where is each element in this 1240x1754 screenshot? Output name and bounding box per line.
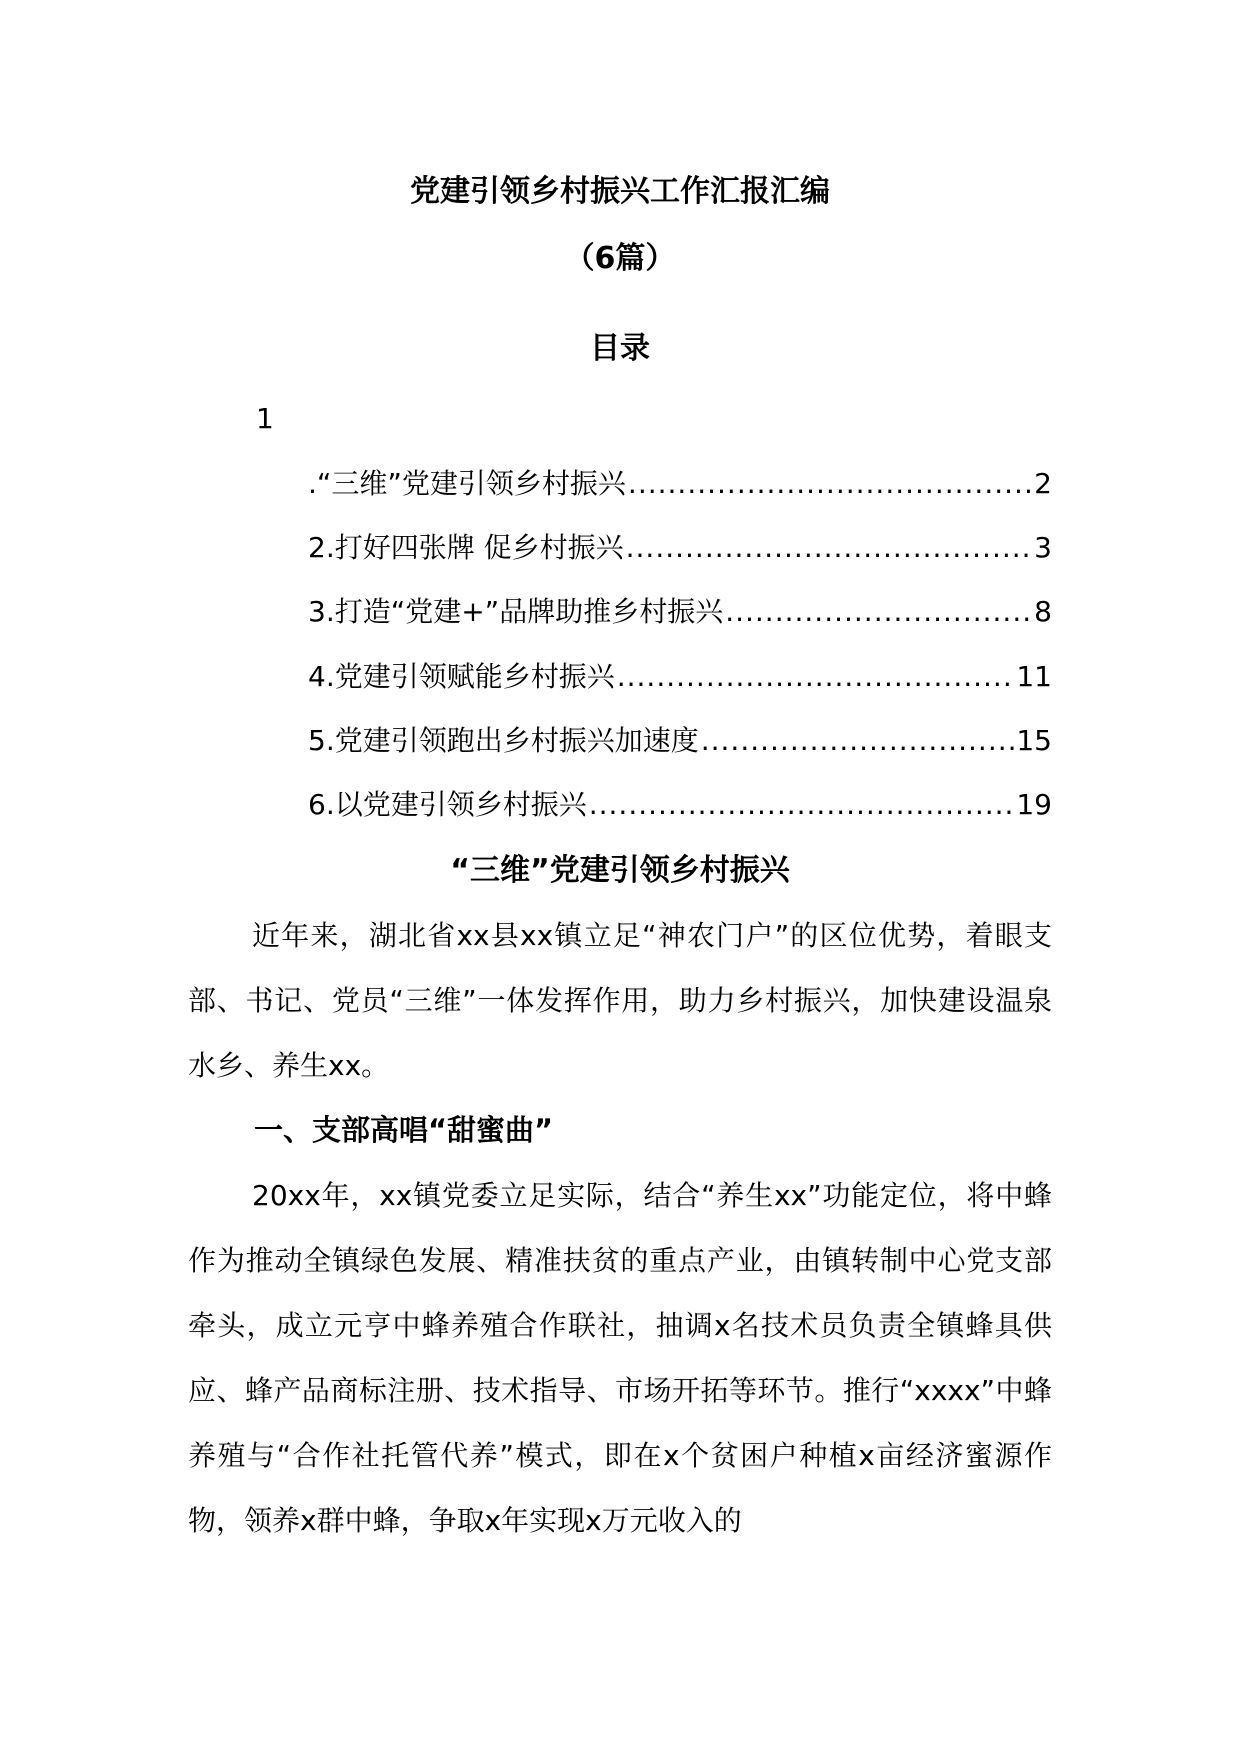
body-paragraph: 20xx年，xx镇党委立足实际，结合“养生xx”功能定位，将中蜂作为推动全镇绿色发展、精准扶贫的重点产业，由镇转制中心党支部牵头，成立元亨中蜂养殖合作联社，抽调x名技术员负责全镇蜂具供应、蜂产品商标注册、技术指导、市场开拓等环节。推行“xxxx”中蜂养殖与“合作社托管代养”模式，即在x个贫困户种植x亩经济蜜源作物，领养x群中蜂，争取x年实现x万元收入的 — [188, 1179, 1052, 1537]
toc-entry[interactable] — [308, 785, 1052, 825]
toc-entry[interactable] — [308, 464, 1052, 504]
toc-entry[interactable] — [308, 721, 1052, 761]
toc-leader-dots — [701, 721, 1015, 761]
toc-entry-page: 2 — [1034, 467, 1052, 500]
toc-entry[interactable] — [308, 657, 1052, 697]
toc-entry-label: 5.党建引领跑出乡村振兴加速度 — [308, 724, 699, 757]
toc-heading: 目录 — [590, 331, 650, 366]
document-subtitle: （6篇） — [564, 241, 676, 276]
toc-entry-page: 19 — [1016, 788, 1052, 821]
toc-entry-label: 6.以党建引领乡村振兴 — [308, 788, 587, 821]
toc-first-number: 1 — [256, 402, 274, 435]
toc-entry[interactable] — [308, 528, 1052, 568]
toc-entry-page: 3 — [1034, 531, 1052, 564]
toc-leader-dots — [725, 592, 1032, 632]
toc-leader-dots — [617, 657, 1015, 697]
toc-leader-dots — [589, 785, 1015, 825]
toc-entry-page: 11 — [1016, 660, 1052, 693]
section-heading: 一、支部高唱“甜蜜曲” — [254, 1113, 554, 1147]
toc-leader-dots — [628, 464, 1032, 504]
toc-leader-dots — [626, 528, 1033, 568]
toc-entry-page: 8 — [1034, 595, 1052, 628]
intro-paragraph: 近年来，湖北省xx县xx镇立足“神农门户”的区位优势，着眼支部、书记、党员“三维”一体发挥作用，助力乡村振兴，加快建设温泉水乡、养生xx。 — [188, 919, 1052, 1082]
toc-entry-label: 3.打造“党建+”品牌助推乡村振兴 — [308, 595, 724, 628]
toc-entry-label: .“三维”党建引领乡村振兴 — [308, 467, 626, 500]
document-title: 党建引领乡村振兴工作汇报汇编 — [410, 174, 830, 209]
toc-entry-label: 4.党建引领赋能乡村振兴 — [308, 660, 615, 693]
toc-entry-label: 2.打好四张牌 促乡村振兴 — [308, 531, 624, 564]
toc-entry[interactable] — [308, 592, 1052, 632]
toc-entry-page: 15 — [1016, 724, 1052, 757]
section-title: “三维”党建引领乡村振兴 — [450, 853, 790, 888]
